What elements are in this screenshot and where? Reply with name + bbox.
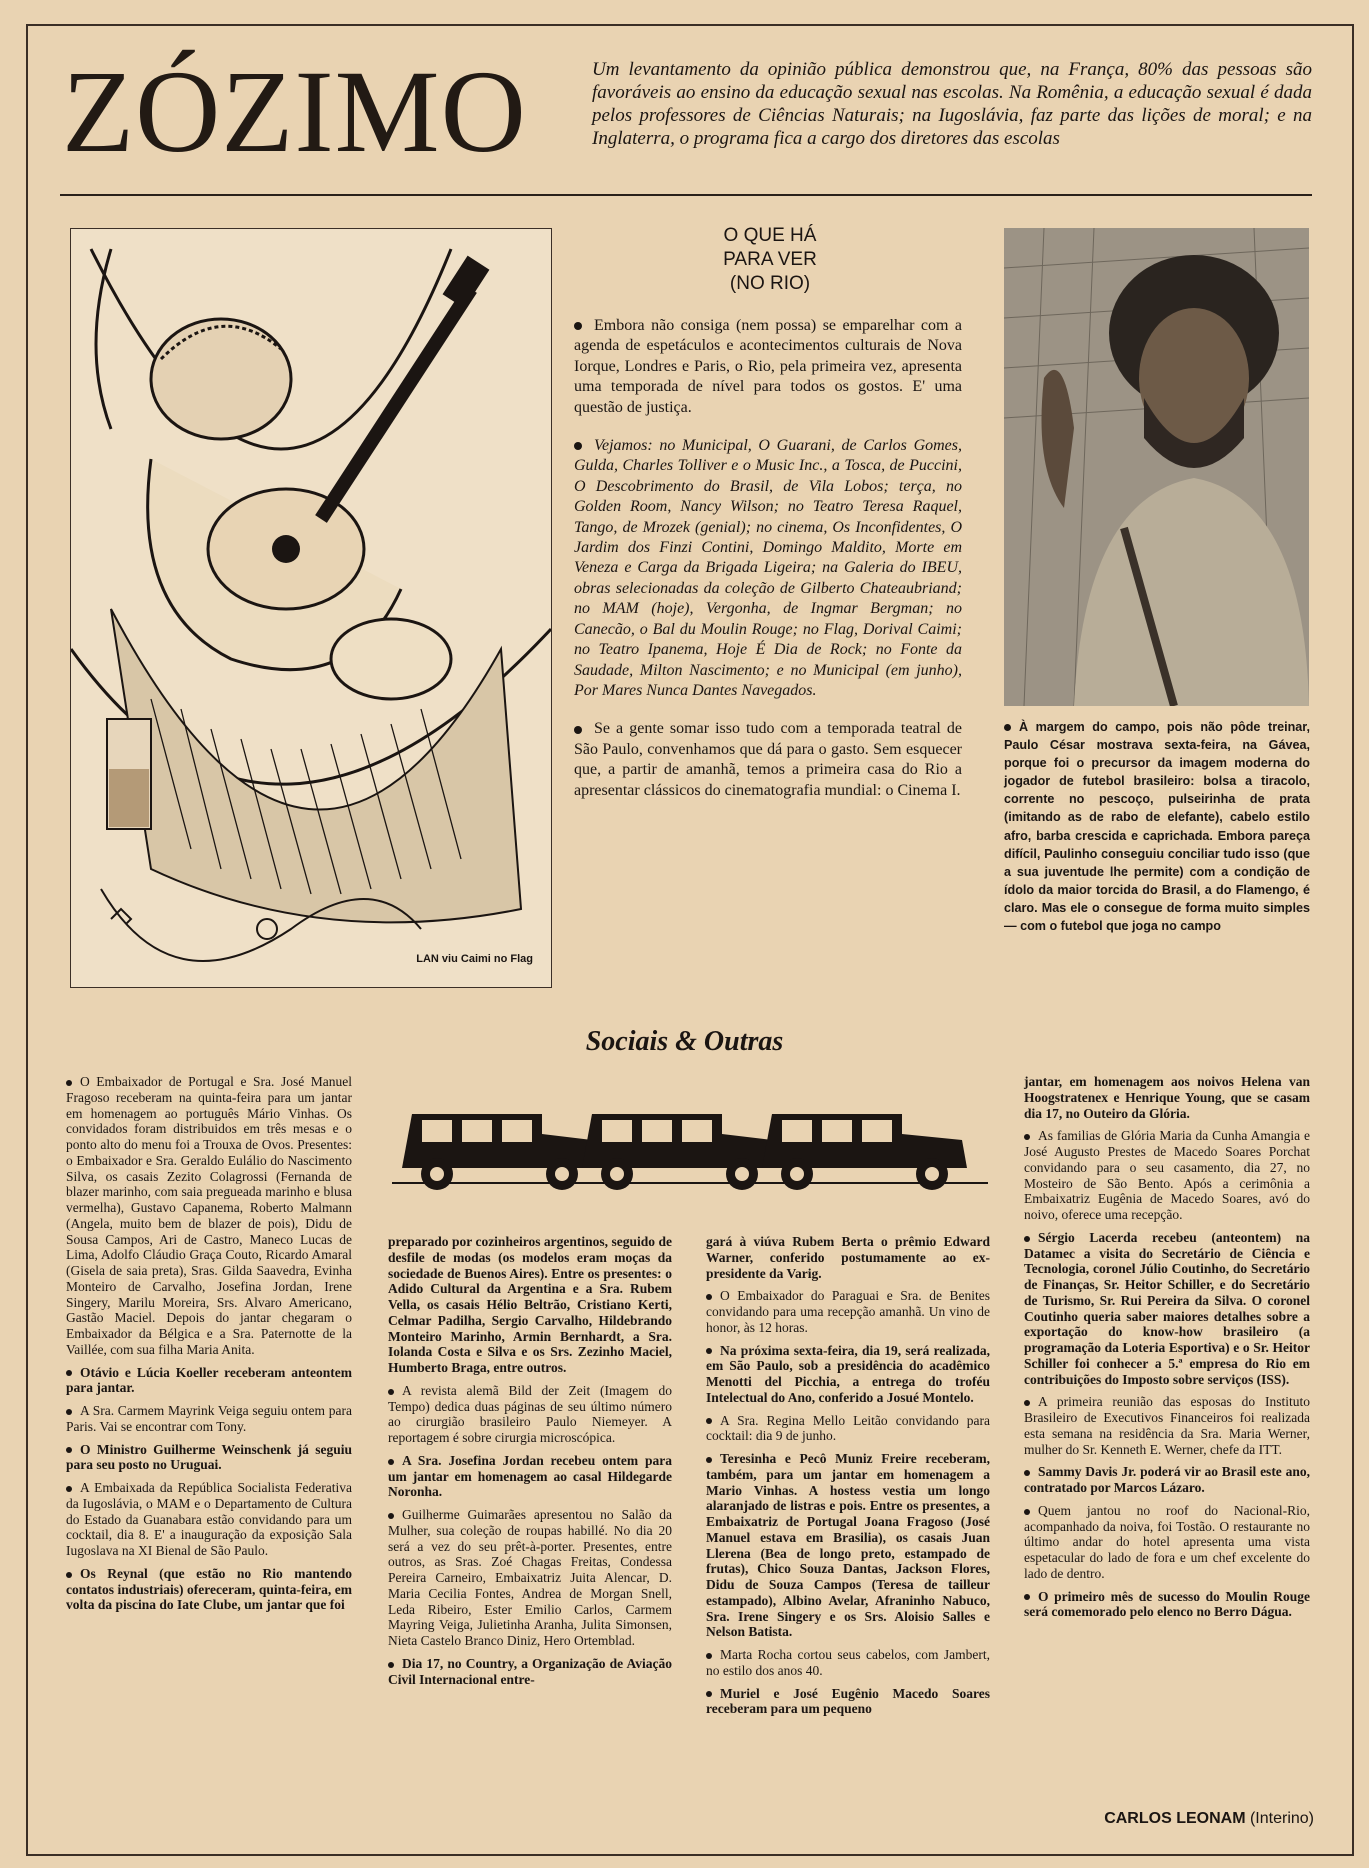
- bullet-icon: [574, 442, 582, 450]
- news-item: Muriel e José Eugênio Macedo Soares receberam para um pequeno: [706, 1685, 990, 1717]
- photo-paulo-cesar: [1004, 228, 1309, 706]
- news-item: O Embaixador de Portugal e Sra. José Manuel Fragoso receberam na quinta-feira para um jantar em homenagem ao português Mário Vinhas. Os convidados foram distribuidos em três mesas e o ponto alto do menu foi a Trouxa de Ovos. Presentes: o Embaixador e Sra. Geraldo Eulálio do Nascimento Silva, os casais Zezito Colagrossi (Fernanda de blazer marinho, com saia pregueada marinho e blusa vermelha), Gustavo Capanema, Roberto Malmann (Angela, muito bem de blazer de pois), Didu de Sousa Campos, Ari de Castro, Maneco Lucas de Lima, Adolfo Cláudio Graça Couto, Ricardo Amaral (Gisela de saia preta), Sras. Gilda Saavedra, Evinha Monteiro de Carvalho, Josefina Jordan, Irene Singery, Marilu Moreira, Srs. Alvaro Americano, Gastão Maciel. Depois do jantar chegaram o Embaixador da Bélgica e a Sra. Paternotte de la Vaillée, com sua filha Maria Anita.: [66, 1074, 352, 1357]
- portrait-photo: [1004, 228, 1309, 706]
- bullet-icon: [1024, 1470, 1030, 1476]
- bullet-icon: [66, 1370, 72, 1376]
- cartoon-caption: LAN viu Caimi no Flag: [416, 953, 533, 965]
- news-item: Sérgio Lacerda recebeu (anteontem) na Datamec a visita do Secretário de Ciência e Tecnologia, coronel Júlio Coutinho, do Secretário de Finanças, Sr. Heitor Schiller, e do Secretário de Turismo, Sr. Rui Pereira da Silva. O coronel Coutinho queria saber maiores detalhes sobre a exportação do know-how brasileiro (a programação da Loteria Esportiva) e o Sr. Heitor Schiller foi conhecer a 5.ª empresa do Rio em contribuições do Imposto sobre serviços (ISS).: [1024, 1229, 1310, 1387]
- bullet-icon: [388, 1513, 394, 1519]
- bullet-icon: [388, 1389, 394, 1395]
- bullet-icon: [706, 1348, 712, 1354]
- news-item: Guilherme Guimarães apresentou no Salão da Mulher, sua coleção de roupas habillé. No dia 20 será a vez do seu prêt-à-porter. Presentes, entre outros, as Sras. Zoé Chagas Freitas, Condessa Pereira Carneiro, Embaixatriz Juita Alencar, D. Maria Cecilia Fontes, Andrea de Morgan Snell, Leda Ribeiro, Ester Emilio Carlos, Carmem Mayring Veiga, Julietinha Aranha, Julita Simonsen, Nieta Castelo Branco Diniz, Hero Ortemblad.: [388, 1507, 672, 1648]
- bullet-icon: [706, 1653, 712, 1659]
- paragraph: [574, 316, 962, 418]
- lead-paragraph: Um levantamento da opinião pública demonstrou que, na França, 80% das pessoas são favoráveis ao ensino da educação sexual nas escolas. Na Romênia, a educação sexual é dada pelos professores de Ciências Naturais; na Iugoslávia, faz parte das lições de moral; e na Inglaterra, o programa fica a cargo dos diretores das escolas: [592, 59, 1312, 149]
- bullet-icon: [66, 1572, 72, 1578]
- news-item: A Sra. Josefina Jordan recebeu ontem para um jantar em homenagem ao casal Hildegarde Noronha.: [388, 1452, 672, 1500]
- bullet-icon: [574, 726, 582, 734]
- bullet-icon: [66, 1080, 72, 1086]
- bullet-icon: [1024, 1594, 1030, 1600]
- news-item: Dia 17, no Country, a Organização de Aviação Civil Internacional entre-: [388, 1655, 672, 1687]
- bullet-icon: [388, 1662, 394, 1668]
- bullet-icon: [706, 1691, 712, 1697]
- news-item: jantar, em homenagem aos noivos Helena van Hoogstratenex e Henrique Young, que se casam dia 17, no Outeiro da Glória.: [1024, 1074, 1310, 1121]
- paragraph: [574, 719, 962, 801]
- byline-name: CARLOS LEONAM: [1104, 1810, 1246, 1827]
- cartoon-illustration: [70, 228, 552, 988]
- photo-caption: [1004, 718, 1310, 935]
- paragraph-text: Vejamos: no Municipal, O Guarani, de Carlos Gomes, Gulda, Charles Tolliver e o Music Inc., a Tosca, de Puccini, O Descobrimento do Brasil, de Vila Lobos; terça, no Golden Room, Nancy Wilson; no Teatro Teresa Raquel, Tango, de Mrozek (genial); no cinema, Os Inconfidentes, O Jardim dos Finzi Contini, Domingo Maldito, Morte em Veneza e Carga da Brigada Ligeira; na Galeria do IBEU, obras selecionadas da coleção de Gilberto Chateaubriand; no MAM (hoje), Vergonha, de Ingmar Bergman; no Canecão, o Bal du Moulin Rouge; no Flag, Dorival Caimi; no Teatro Ipanema, Hoje É Dia de Rock; no Fonte da Saudade, Milton Nascimento; e no Municipal (em junho), Por Mares Nunca Dantes Navegados.: [574, 437, 962, 699]
- news-item: Marta Rocha cortou seus cabelos, com Jambert, no estilo dos anos 40.: [706, 1647, 990, 1678]
- news-item: Otávio e Lúcia Koeller receberam anteontem para jantar.: [66, 1364, 352, 1396]
- guitarist-hammock-drawing: [71, 229, 551, 987]
- bullet-icon: [706, 1457, 712, 1463]
- social-column-1: [66, 1074, 352, 1620]
- social-column-4: [1024, 1074, 1310, 1627]
- news-item: O Ministro Guilherme Weinschenk já seguiu para seu posto no Uruguai.: [66, 1441, 352, 1473]
- news-item: A primeira reunião das esposas do Instituto Brasileiro de Executivos Financeiros foi realizada esta semana na residência da Sra. Maria Werner, mulher do Sr. Kenneth E. Werner, chefe da ITT.: [1024, 1394, 1310, 1457]
- bullet-icon: [388, 1459, 394, 1465]
- byline: [1062, 1810, 1314, 1828]
- social-column-2: [388, 1234, 672, 1694]
- byline-note: (Interino): [1249, 1810, 1314, 1827]
- photo-caption-text: À margem do campo, pois não pôde treinar, Paulo César mostrava sexta-feira, na Gávea, porque foi o precursor da imagem moderna do jogador de futebol brasileiro: bolsa a tiracolo, corrente no pescoço, pulseirinha de prata (imitando as de rabo de elefante), cabelo estilo afro, barba crescida e caprichada. Embora pareça difícil, Paulinho conseguiu conciliar tudo isso (que a sua juventude lhe permite) com a condição de ídolo da maior torcida do Brasil, a do Flamengo, é claro. Mas ele o consegue de forma muito simples — com o futebol que joga no campo: [1004, 720, 1310, 934]
- news-item: Teresinha e Pecô Muniz Freire receberam, também, para um jantar em homenagem a Mario Vinhas. A hostess vestia um longo alaranjado de listras e pois. Entre os presentes, a Embaixatriz de Portugal Joana Fragoso (José Manuel estava em Brasilia), os casais Juan Llerena (Bea de longo preto, estampado de frutas), Chico Souza Dantas, Jackson Flores, Didu de Souza Campos (Teresa de tailleur estampado), Albino Avelar, Afraninho Nabuco, Sra. Irene Singery e os Srs. Aloisio Salles e Nelson Batista.: [706, 1451, 990, 1640]
- heading-line: (NO RIO): [729, 273, 811, 294]
- masthead-title: ZÓZIMO: [62, 46, 527, 177]
- news-item: A revista alemã Bild der Zeit (Imagem do Tempo) dedica duas páginas de seu último número ao cirurgião brasileiro Paulo Niemeyer. A reportagem é sobre cirurgia microscópica.: [388, 1382, 672, 1445]
- bullet-icon: [1024, 1236, 1030, 1242]
- bullet-icon: [66, 1409, 72, 1415]
- news-item: As familias de Glória Maria da Cunha Amangia e José Augusto Prestes de Macedo Soares Porchat convidando para o seu casamento, dia 27, no Mosteiro de São Bento. Após a cerimônia a Embaixatriz Eugênia de Macedo Soares, avó do noivo, oferece uma recepção.: [1024, 1128, 1310, 1222]
- what-to-see-column: [574, 316, 962, 819]
- bullet-icon: [1004, 724, 1011, 731]
- news-item: preparado por cozinheiros argentinos, seguido de desfile de modas (os modelos eram moças da sociedade de Buenos Aires). Entre os presentes: o Adido Cultural da Argentina e a Sra. Rubem Vella, os casais Hélio Beltrão, Cristiano Kerti, Celmar Padilha, Sergio Carvalho, Hildebrando Monteiro Marinho, Armin Bernhardt, a Sra. Iolanda Costa e Silva e os Srs. Zezinho Maciel, Humberto Braga, entre outros.: [388, 1234, 672, 1375]
- news-item: Os Reynal (que estão no Rio mantendo contatos industriais) ofereceram, quinta-feira, em volta da piscina do Iate Clube, um jantar que foi: [66, 1565, 352, 1613]
- social-column-3: [706, 1234, 990, 1724]
- vintage-cars-illustration: [392, 1078, 988, 1196]
- news-item: Sammy Davis Jr. poderá vir ao Brasil este ano, contratado por Marcos Lázaro.: [1024, 1464, 1310, 1495]
- section-heading-what-to-see: [700, 224, 840, 296]
- news-item: Na próxima sexta-feira, dia 19, será realizada, em São Paulo, sob a presidência do acadêmico Menotti del Picchia, a entrega do troféu Intelectual do Ano, conferido a Josué Montelo.: [706, 1342, 990, 1405]
- bullet-icon: [706, 1418, 712, 1424]
- news-item: Quem jantou no roof do Nacional-Rio, acompanhado da noiva, foi Tostão. O restaurante no último andar do hotel apresenta uma vista espetacular do lado de fora e um chef excelente do lado de dentro.: [1024, 1502, 1310, 1581]
- bullet-icon: [1024, 1509, 1030, 1515]
- bullet-icon: [574, 322, 582, 330]
- heading-line: PARA VER: [723, 249, 817, 270]
- bullet-icon: [66, 1486, 72, 1492]
- paragraph-text: Embora não consiga (nem possa) se emparelhar com a agenda de espetáculos e acontecimentos culturais de Nova Iorque, Londres e Paris, o Rio, pela primeira vez, apresenta uma temporada de nível para todos os gostos. E' uma questão de justiça.: [574, 317, 962, 416]
- news-item: A Sra. Regina Mello Leitão convidando para cocktail: dia 9 de junho.: [706, 1412, 990, 1444]
- news-item: O primeiro mês de sucesso do Moulin Rouge será comemorado pelo elenco no Berro Dágua.: [1024, 1588, 1310, 1620]
- bullet-icon: [1024, 1134, 1030, 1140]
- news-item: A Embaixada da República Socialista Federativa da Iugoslávia, o MAM e o Departamento de Cultura do Estado da Guanabara estão convidando para um cocktail, dia 8. E' a inauguração da exposição Sala Iugoslava na XI Bienal de São Paulo.: [66, 1480, 352, 1558]
- paragraph-text: Se a gente somar isso tudo com a temporada teatral de São Paulo, convenhamos que dá para o gasto. Sem esquecer que, a partir de amanhã, temos a primeira casa do Rio a apresentar clássicos do cinematografia mundial: o Cinema I.: [574, 720, 962, 799]
- paragraph: [574, 436, 962, 701]
- bullet-icon: [706, 1294, 712, 1300]
- bullet-icon: [66, 1447, 72, 1453]
- news-item: A Sra. Carmem Mayrink Veiga seguiu ontem para Paris. Vai se encontrar com Tony.: [66, 1403, 352, 1434]
- news-item: gará à viúva Rubem Berta o prêmio Edward Warner, conferido postumamente ao ex-presidente da Varig.: [706, 1234, 990, 1281]
- bullet-icon: [1024, 1400, 1030, 1406]
- header-rule: [60, 194, 1312, 196]
- news-item: O Embaixador do Paraguai e Sra. de Benites convidando para uma recepção amanhã. Un vino de honor, às 12 horas.: [706, 1288, 990, 1335]
- heading-line: O QUE HÁ: [723, 225, 817, 246]
- social-heading: Sociais & Outras: [585, 1026, 784, 1057]
